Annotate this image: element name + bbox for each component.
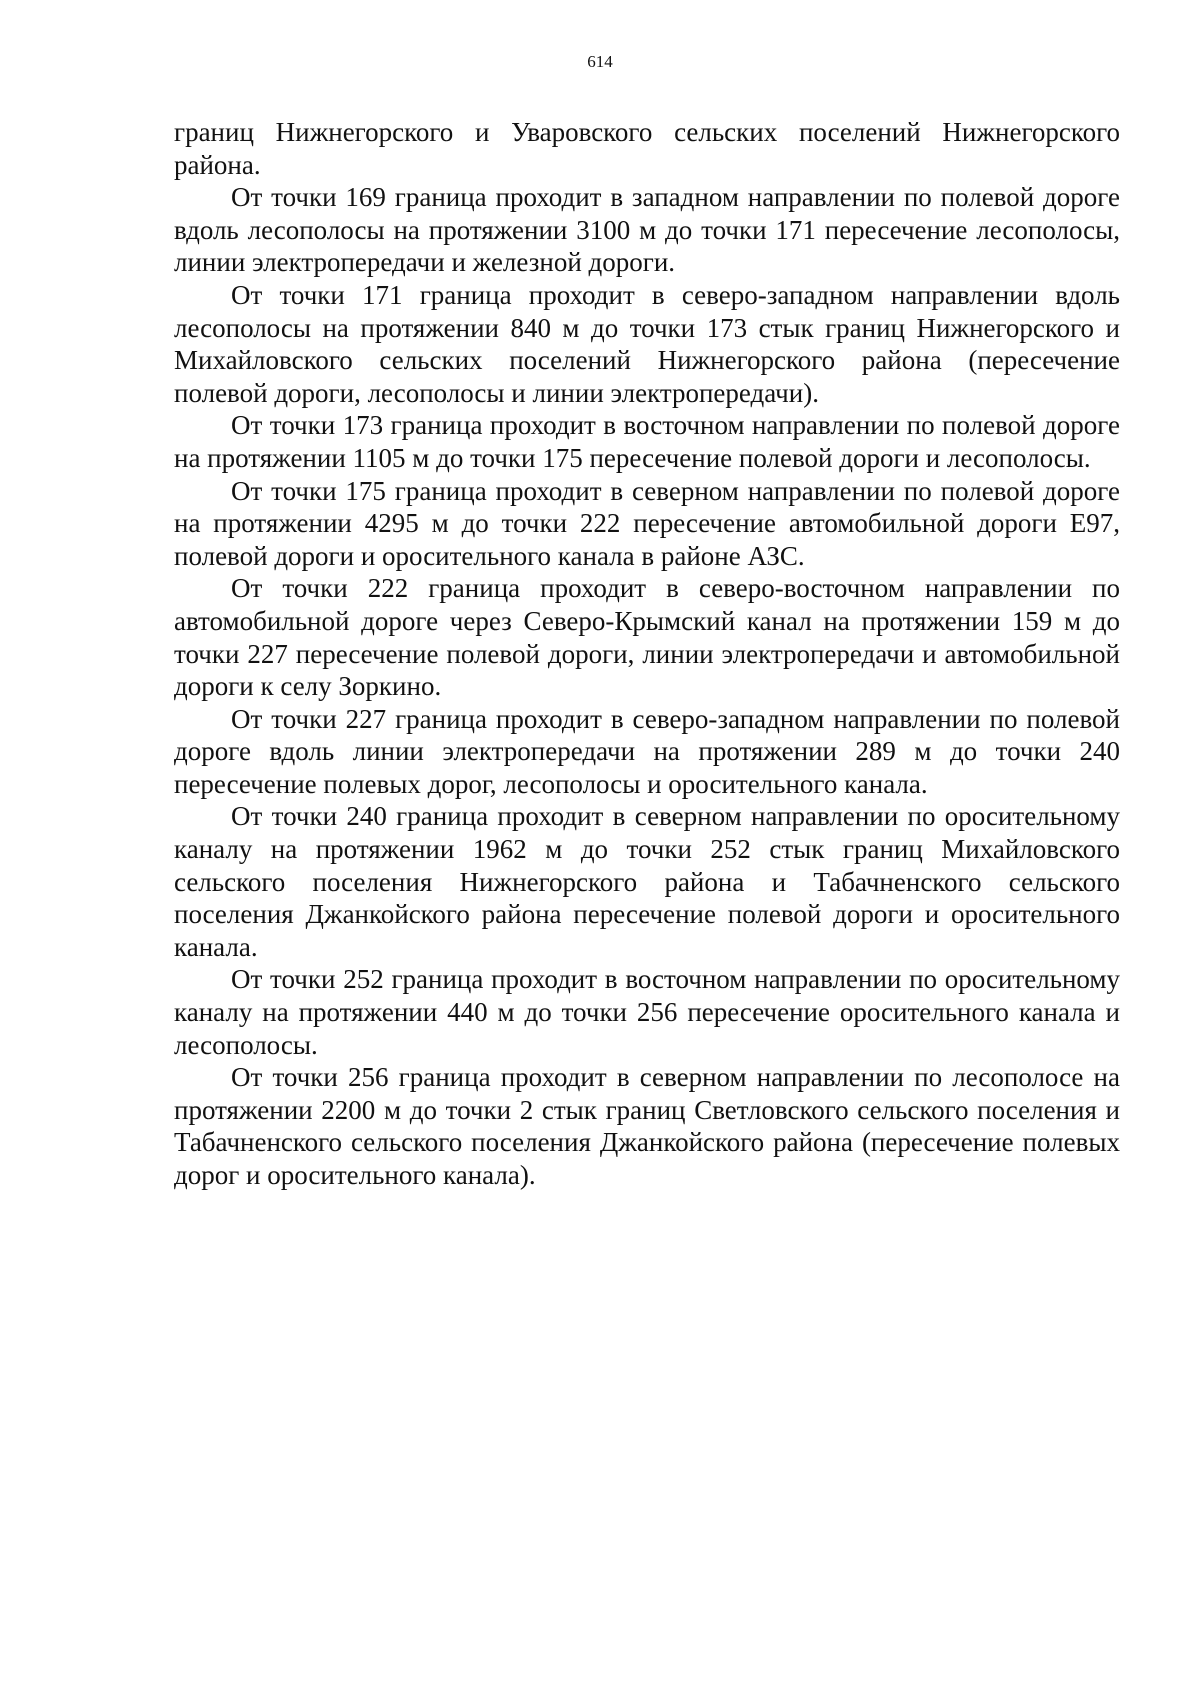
page-number: 614 bbox=[587, 52, 613, 71]
document-body bbox=[174, 116, 1120, 1192]
paragraph-point-175: От точки 175 граница проходит в северном направлении по полевой дороге на протяжении 4295 м до точки 222 пересечение автомобильной дороги Е97, полевой дороги и оросительного канала в районе АЗС. bbox=[174, 475, 1120, 571]
paragraph-point-173: От точки 173 граница проходит в восточном направлении по полевой дороге на протяжении 1105 м до точки 175 пересечение полевой дороги и лесополосы. bbox=[174, 410, 1120, 473]
paragraph-point-169: От точки 169 граница проходит в западном направлении по полевой дороге вдоль лесополосы на протяжении 3100 м до точки 171 пересечение лесополосы, линии электропередачи и железной дороги. bbox=[174, 182, 1120, 278]
paragraph-continuation: границ Нижнегорского и Уваровского сельских поселений Нижнегорского района. bbox=[174, 117, 1120, 180]
paragraph-point-240: От точки 240 граница проходит в северном направлении по оросительному каналу на протяжении 1962 м до точки 252 стык границ Михайловского сельского поселения Нижнегорского района и Табачненского сельского поселения Джанкойского района пересечение полевой дороги и оросительного канала. bbox=[174, 801, 1120, 962]
paragraph-point-252: От точки 252 граница проходит в восточном направлении по оросительному каналу на протяжении 440 м до точки 256 пересечение оросительного канала и лесополосы. bbox=[174, 964, 1120, 1060]
paragraph-point-227: От точки 227 граница проходит в северо-западном направлении по полевой дороге вдоль линии электропередачи на протяжении 289 м до точки 240 пересечение полевых дорог, лесополосы и оросительного канала. bbox=[174, 703, 1120, 799]
paragraph-point-171: От точки 171 граница проходит в северо-западном направлении вдоль лесополосы на протяжении 840 м до точки 173 стык границ Нижнегорского и Михайловского сельских поселений Нижнегорского района (пересечение полевой дороги, лесополосы и линии электропередачи). bbox=[174, 279, 1120, 408]
paragraph-point-222: От точки 222 граница проходит в северо-восточном направлении по автомобильной дороге через Северо-Крымский канал на протяжении 159 м до точки 227 пересечение полевой дороги, линии электропередачи и автомобильной дороги к селу Зоркино. bbox=[174, 573, 1120, 702]
paragraph-point-256: От точки 256 граница проходит в северном направлении по лесополосе на протяжении 2200 м до точки 2 стык границ Светловского сельского поселения и Табачненского сельского поселения Джанкойского района (пересечение полевых дорог и оросительного канала). bbox=[174, 1062, 1120, 1190]
